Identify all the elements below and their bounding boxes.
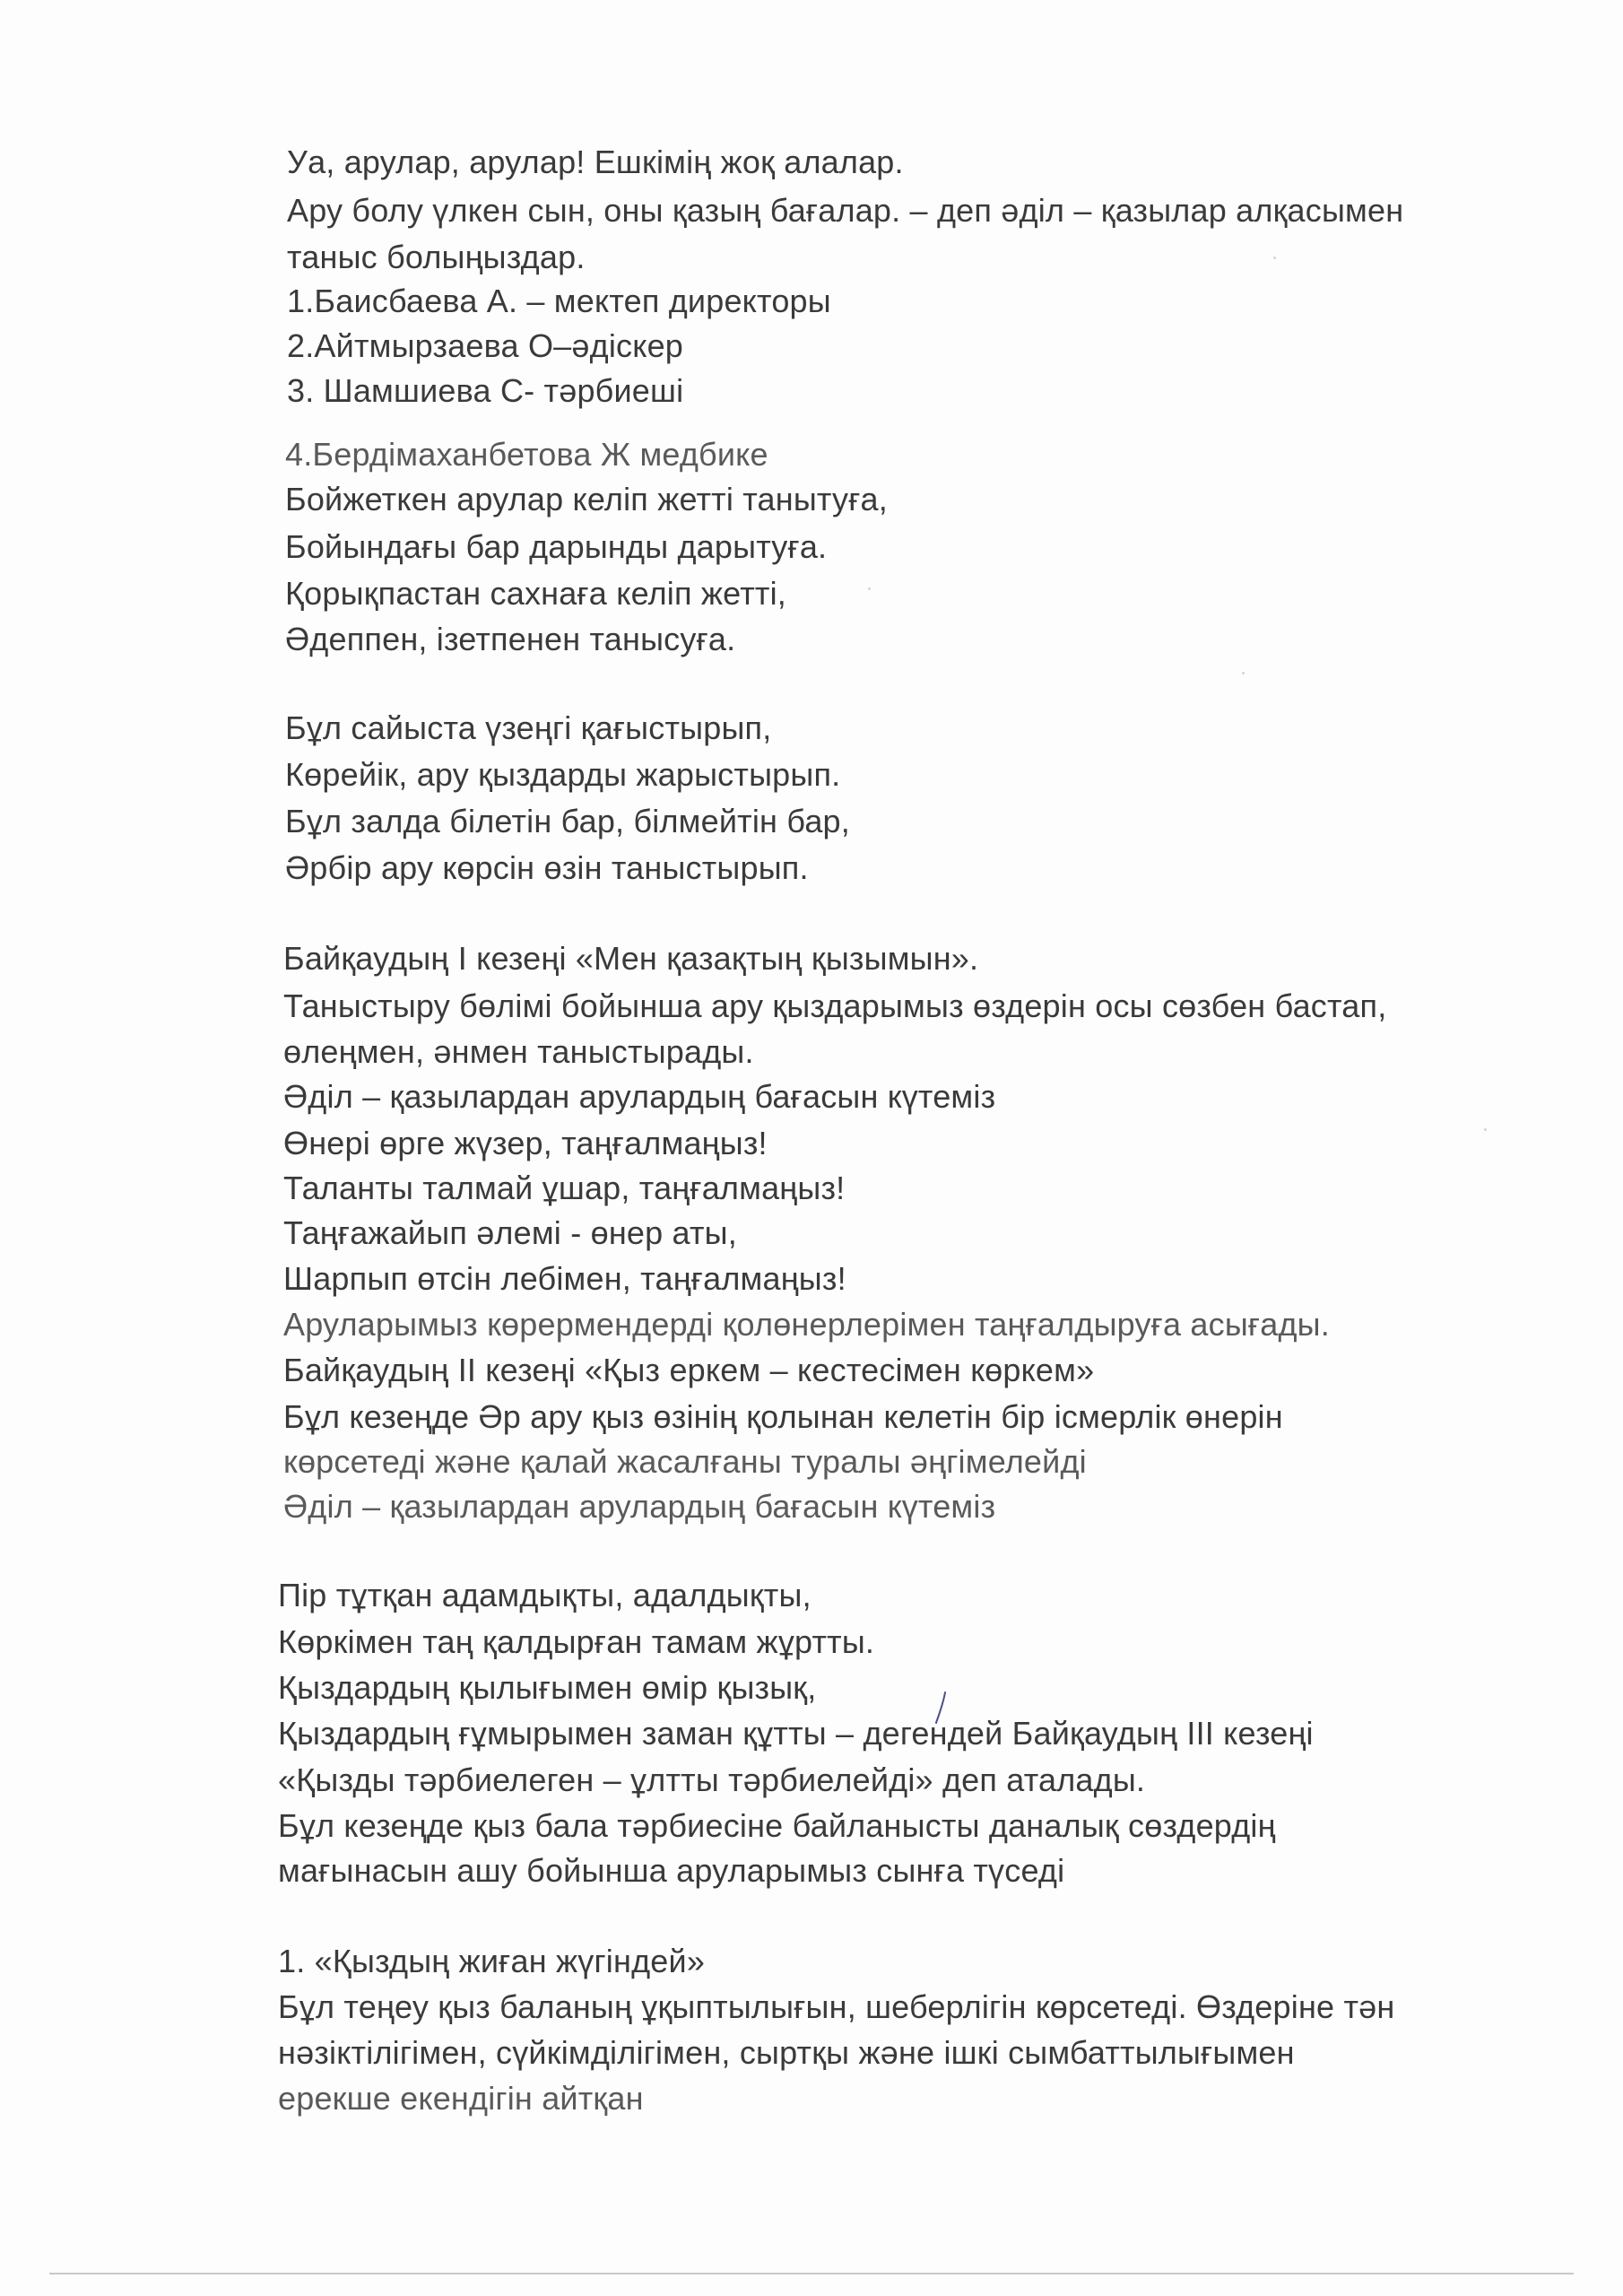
text-line-13: Көрейік, ару қыздарды жарыстырып.	[285, 756, 841, 793]
text-line-14: Бұл залда білетін бар, білмейтін бар,	[285, 803, 850, 839]
scan-speck	[868, 587, 871, 590]
text-line-6: 3. Шамшиева С- тәрбиеші	[287, 372, 684, 409]
text-line-19: Әділ – қазылардан арулардың бағасын күтеміз	[283, 1078, 996, 1115]
text-line-18: өлеңмен, әнмен таныстырады.	[283, 1033, 754, 1070]
text-line-28: Әділ – қазылардан арулардың бағасын күтеміз	[283, 1488, 996, 1525]
text-line-7: 4.Бердімаханбетова Ж медбике	[285, 436, 768, 473]
scan-speck	[1273, 257, 1276, 259]
pen-stroke-mark	[933, 1691, 950, 1726]
text-line-29: Пір тұтқан адамдықты, адалдықты,	[278, 1577, 812, 1613]
text-line-2: Ару болу үлкен сын, оны қазың бағалар. – деп әділ – қазылар алқасымен	[287, 192, 1404, 229]
text-line-25: Байқаудың ІІ кезеңі «Қыз еркем – кестесімен көркем»	[283, 1352, 1095, 1388]
text-line-23: Шарпып өтсін лебімен, таңғалмаңыз!	[283, 1260, 846, 1297]
text-line-16: Байқаудың І кезеңі «Мен қазақтың қызымын».	[283, 940, 979, 977]
text-line-9: Бойындағы бар дарынды дарытуға.	[285, 528, 828, 565]
text-line-22: Таңғажайып әлемі - өнер аты,	[283, 1214, 737, 1251]
text-line-36: 1. «Қыздың жиған жүгіндей»	[278, 1943, 706, 1979]
text-line-21: Таланты талмай ұшар, таңғалмаңыз!	[283, 1170, 846, 1206]
text-line-32: Қыздардың ғұмырымен заман құтты – дегендей Байқаудың ІІІ кезеңі	[278, 1715, 1314, 1752]
text-line-24: Аруларымыз көрермендерді қолөнерлерімен таңғалдыруға асығады.	[283, 1306, 1330, 1343]
text-line-8: Бойжеткен арулар келіп жетті танытуға,	[285, 481, 888, 517]
text-line-20: Өнері өрге жүзер, таңғалмаңыз!	[283, 1125, 768, 1161]
text-line-3: таныс болыңыздар.	[287, 239, 586, 275]
text-line-26: Бұл кезеңде Әр ару қыз өзінің қолынан келетін бір ісмерлік өнерін	[283, 1398, 1283, 1435]
text-line-17: Таныстыру бөлімі бойынша ару қыздарымыз өздерін осы сөзбен бастап,	[283, 987, 1387, 1024]
bottom-rule	[49, 2273, 1574, 2274]
text-line-31: Қыздардың қылығымен өмір қызық,	[278, 1669, 817, 1706]
text-line-1: Уа, арулар, арулар! Ешкімің жоқ алалар.	[287, 144, 904, 180]
text-line-12: Бұл сайыста үзеңгі қағыстырып,	[285, 709, 772, 746]
text-line-34: Бұл кезеңде қыз бала тәрбиесіне байланысты даналық сөздердің	[278, 1807, 1276, 1844]
text-line-5: 2.Айтмырзаева О–әдіскер	[287, 327, 684, 364]
text-line-39: ерекше екендігін айтқан	[278, 2080, 644, 2117]
text-line-33: «Қызды тәрбиелеген – ұлтты тәрбиелейді» деп аталады.	[278, 1761, 1146, 1798]
text-line-27: көрсетеді және қалай жасалғаны туралы әңгімелейді	[283, 1443, 1087, 1480]
text-line-4: 1.Баисбаева А. – мектеп директоры	[287, 283, 831, 319]
text-line-37: Бұл теңеу қыз баланың ұқыптылығын, шеберлігін көрсетеді. Өздеріне тән	[278, 1988, 1395, 2025]
text-line-30: Көркімен таң қалдырған тамам жұртты.	[278, 1623, 875, 1660]
scan-speck	[1242, 672, 1245, 674]
text-line-15: Әрбір ару көрсін өзін таныстырып.	[285, 849, 809, 886]
text-line-38: нәзіктілігімен, сүйкімділігімен, сыртқы және ішкі сымбаттылығымен	[278, 2034, 1295, 2071]
text-line-10: Қорықпастан сахнаға келіп жетті,	[285, 575, 786, 612]
text-line-35: мағынасын ашу бойынша аруларымыз сынға түседі	[278, 1852, 1065, 1889]
text-line-11: Әдеппен, ізетпенен танысуға.	[285, 621, 736, 657]
scan-speck	[1484, 1128, 1487, 1131]
